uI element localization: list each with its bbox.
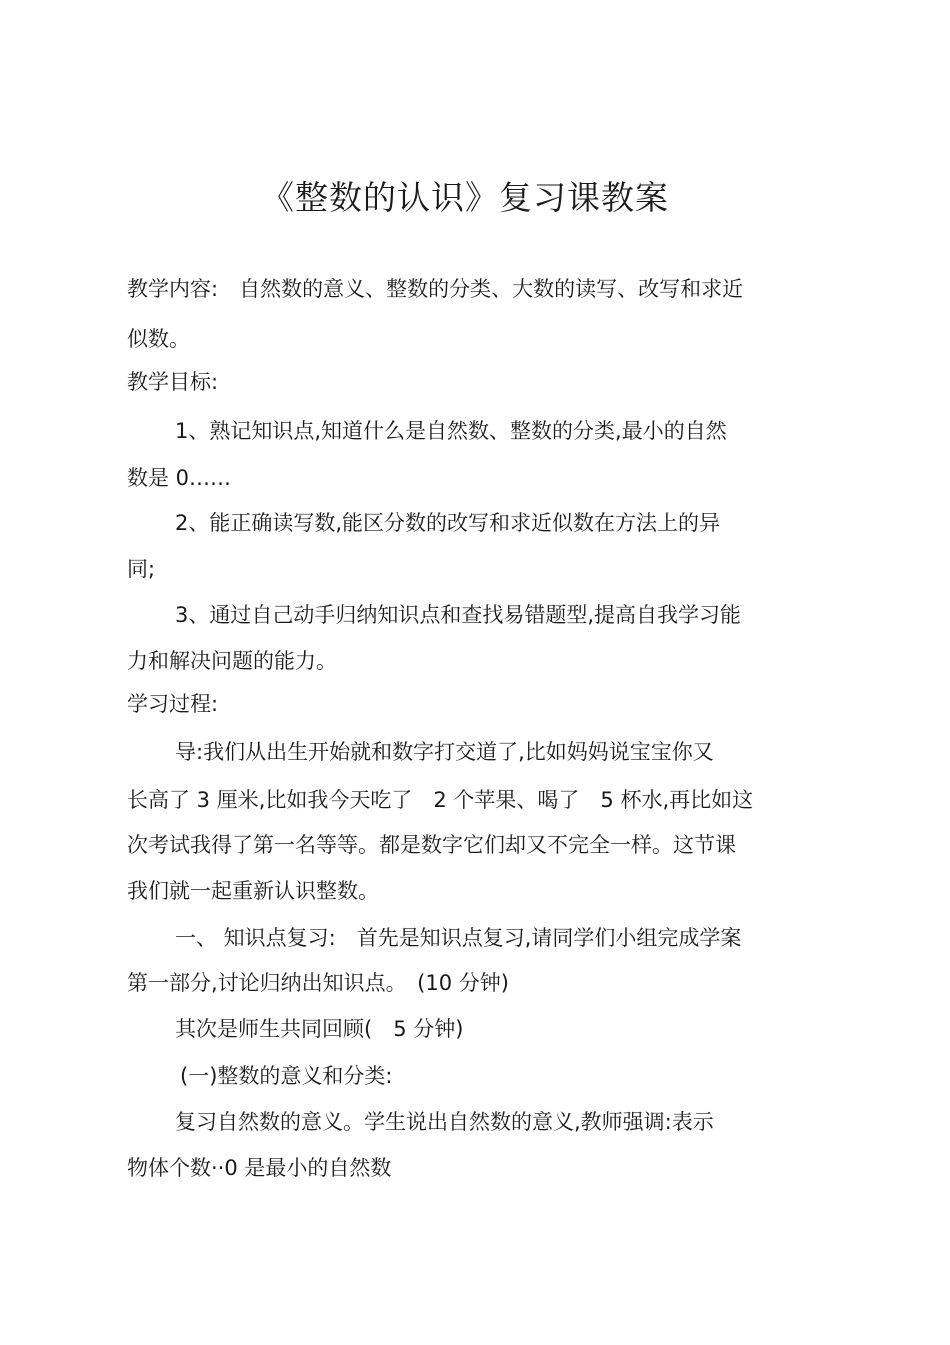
section-1-continued: 第一部分,讨论归纳出知识点。 (10 分钟) (127, 971, 509, 995)
review-line: 其次是师生共同回顾( 5 分钟) (175, 1017, 464, 1041)
goal-1-continued: 数是 0…… (127, 466, 232, 490)
intro-paragraph-line-2: 长高了 3 厘米,比如我今天吃了 2 个苹果、喝了 5 杯水,再比如这 (127, 788, 754, 812)
goal-2-continued: 同; (127, 557, 156, 581)
learning-process-heading: 学习过程: (127, 692, 219, 716)
goal-1-line: 1、熟记知识点,知道什么是自然数、整数的分类,最小的自然 (175, 419, 727, 443)
teaching-goals-heading: 教学目标: (127, 370, 219, 394)
intro-paragraph-line-3: 次考试我得了第一名等等。都是数字它们却又不完全一样。这节课 (127, 833, 736, 857)
teaching-content-line: 教学内容: 自然数的意义、整数的分类、大数的读写、改写和求近 (127, 277, 744, 301)
goal-3-continued: 力和解决问题的能力。 (127, 649, 337, 673)
goal-2-line: 2、能正确读写数,能区分数的改写和求近似数在方法上的异 (175, 511, 721, 535)
goal-3-line: 3、通过自己动手归纳知识点和查找易错题型,提高自我学习能 (175, 603, 742, 627)
document-title: 《整数的认识》复习课教案 (261, 178, 669, 217)
intro-paragraph-line-1: 导:我们从出生开始就和数字打交道了,比如妈妈说宝宝你又 (175, 740, 714, 764)
intro-paragraph-line-4: 我们就一起重新认识整数。 (127, 879, 379, 903)
teaching-content-continued: 似数。 (127, 327, 190, 351)
natural-number-review-continued: 物体个数··0 是最小的自然数 (127, 1156, 392, 1180)
section-1-line: 一、 知识点复习: 首先是知识点复习,请同学们小组完成学案 (175, 926, 742, 950)
natural-number-review-line: 复习自然数的意义。学生说出自然数的意义,教师强调:表示 (175, 1110, 714, 1134)
subsection-1-heading: (一)整数的意义和分类: (180, 1064, 393, 1088)
